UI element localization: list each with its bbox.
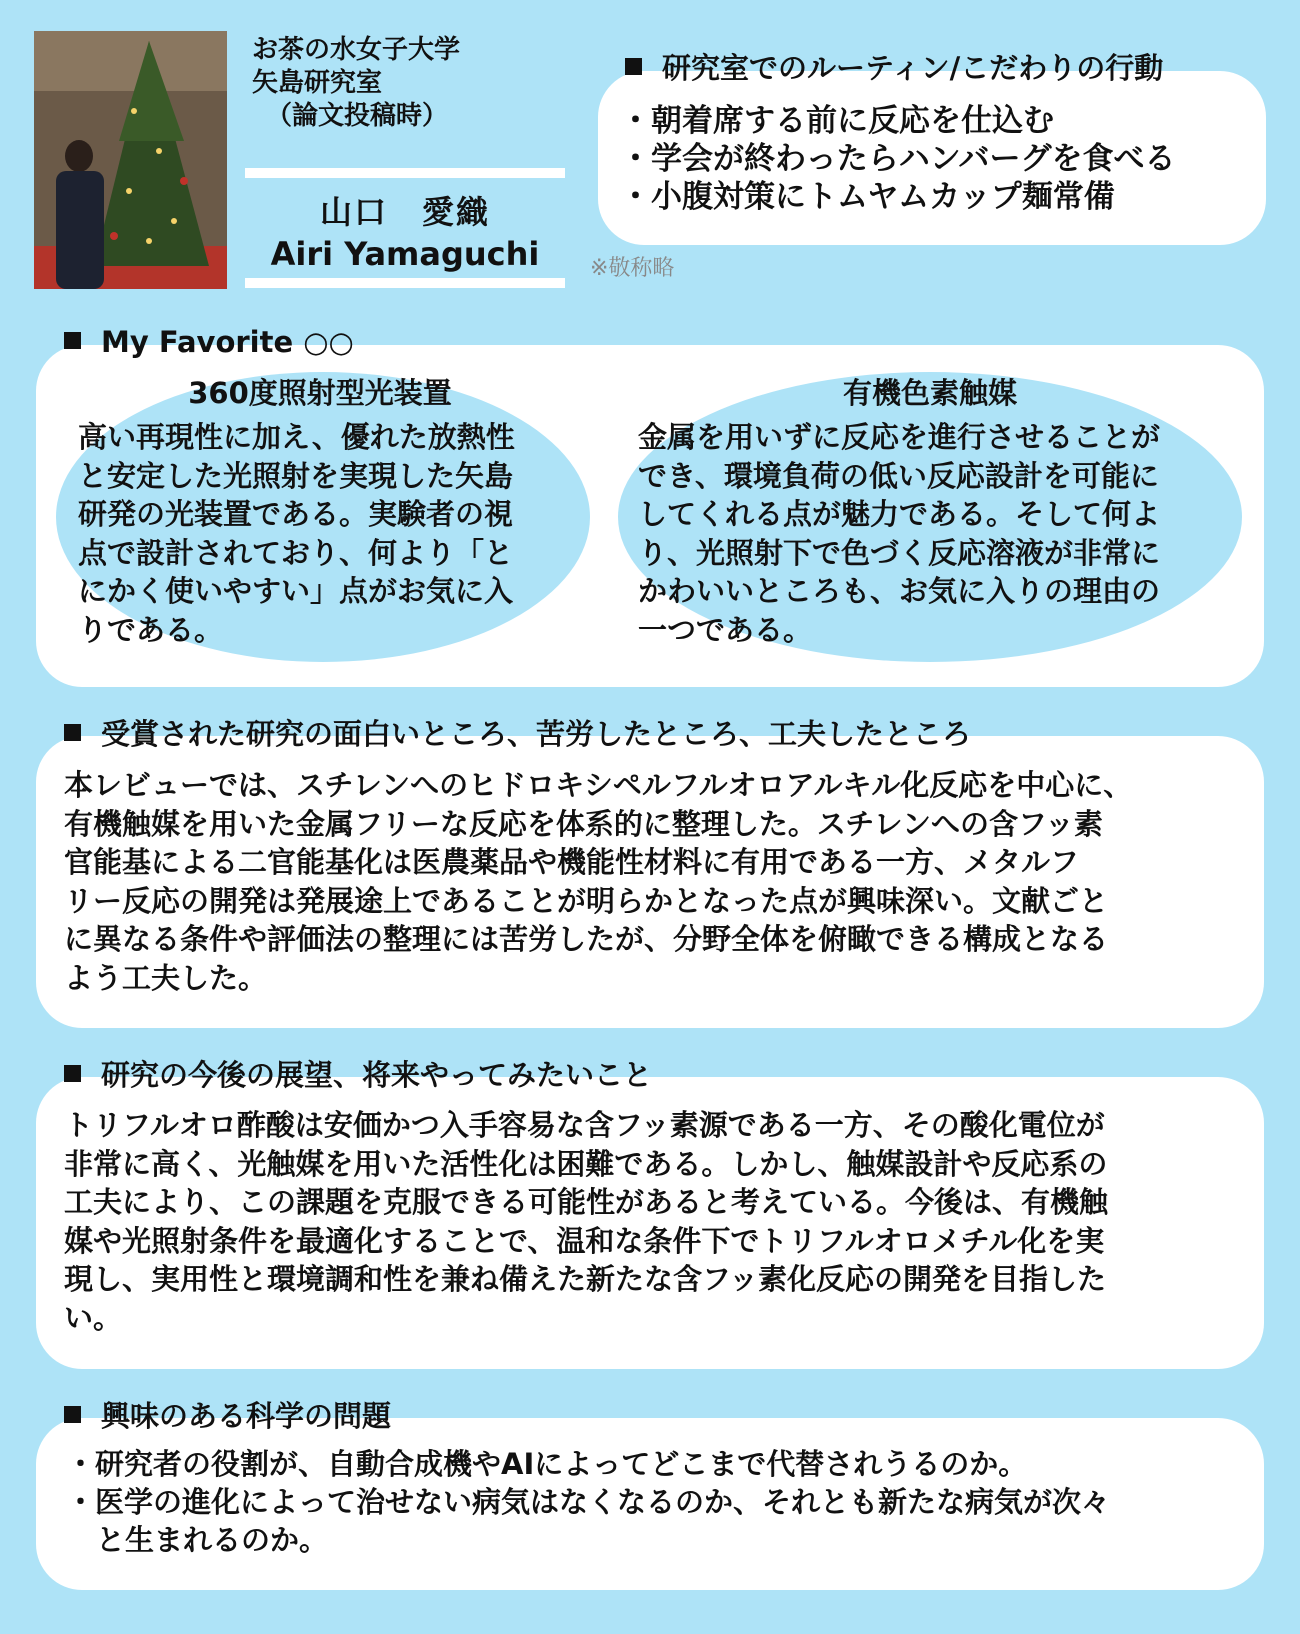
favorite-right-line: 一つである。 (638, 612, 813, 647)
name-japanese: 山口 愛織 (319, 193, 490, 231)
favorite-left-line: にかく使いやすい」点がお気に入 (78, 574, 514, 608)
favorite-right-line: り、光照射下で色づく反応溶液が非常に (638, 535, 1161, 570)
future-line: 現し、実用性と環境調和性を兼ね備えた新たな含フッ素化反応の開発を目指した (64, 1262, 1106, 1296)
favorite-left-line: りである。 (78, 612, 224, 647)
favorite-title: My Favorite ○○ (101, 325, 354, 359)
award-line: 有機触媒を用いた金属フリーな反応を体系的に整理した。スチレンへの含フッ素 (64, 806, 1103, 841)
future-body (64, 1106, 1108, 1337)
award-title: 受賞された研究の面白いところ、苦労したところ、工夫したところ (101, 717, 972, 751)
affiliation-period: （論文投稿時） (266, 101, 449, 131)
favorite-right-line: かわいいところも、お気に入りの理由の (638, 574, 1161, 608)
routine-item: ・小腹対策にトムヤムカップ麺常備 (620, 179, 1115, 215)
science-list (66, 1445, 1110, 1559)
affiliation (252, 34, 460, 133)
future-line: い。 (64, 1300, 123, 1335)
routine-item: ・学会が終わったらハンバーグを食べる (620, 141, 1176, 177)
favorite-left-line: 高い再現性に加え、優れた放熱性 (78, 420, 515, 454)
award-line: 本レビューでは、スチレンへのヒドロキシペルフルオロアルキル化反応を中心に、 (64, 768, 1133, 802)
favorite-left-line: 研発の光装置である。実験者の視 (78, 497, 514, 531)
name-english: Airi Yamaguchi (270, 235, 540, 273)
name-divider-top (245, 168, 565, 178)
routine-list (620, 102, 1176, 216)
science-item: ・医学の進化によって治せない病気はなくなるのか、それとも新たな病気が次々 (66, 1485, 1111, 1519)
favorite-right-line: 金属を用いずに反応を進行させることが (638, 420, 1161, 454)
profile-photo (34, 31, 227, 289)
favorite-right-body (638, 418, 1160, 649)
science-item-continuation: と生まれるのか。 (96, 1523, 329, 1557)
science-title: 興味のある科学の問題 (101, 1399, 392, 1433)
future-heading (64, 1057, 652, 1093)
award-line: リー反応の開発は発展途上であることが明らかとなった点が興味深い。文献ごと (64, 883, 1109, 918)
favorite-heading (64, 324, 354, 360)
routine-heading (625, 50, 1163, 86)
favorite-left-line: と安定した光照射を実現した矢島 (78, 458, 514, 493)
award-heading (64, 716, 971, 752)
award-line: に異なる条件や評価法の整理には苦労したが、分野全体を俯瞰できる構成となる (64, 922, 1109, 956)
favorite-right-line: でき、環境負荷の低い反応設計を可能に (638, 458, 1159, 493)
heading-square-icon (64, 724, 81, 741)
favorite-left-line: 点で設計されており、何より「と (78, 535, 514, 570)
science-heading (64, 1398, 391, 1434)
award-body (64, 766, 1132, 997)
heading-square-icon (625, 58, 642, 75)
favorite-left-body (78, 418, 515, 649)
future-line: 工夫により、この課題を克服できる可能性があると考えている。今後は、有機触 (64, 1185, 1109, 1219)
routine-item: ・朝着席する前に反応を仕込む (620, 103, 1054, 139)
name-divider-bottom (245, 278, 565, 288)
future-title: 研究の今後の展望、将来やってみたいこと (101, 1058, 653, 1092)
honorific-note: ※敬称略 (590, 256, 675, 281)
routine-title: 研究室でのルーティン/こだわりの行動 (662, 51, 1164, 85)
heading-square-icon (64, 1406, 81, 1423)
science-item: ・研究者の役割が、自動合成機やAIによってどこまで代替されうるのか。 (66, 1447, 1028, 1481)
future-line: トリフルオロ酢酸は安価かつ入手容易な含フッ素源である一方、その酸化電位が (64, 1108, 1105, 1142)
favorite-left-title: 360度照射型光装置 (188, 376, 452, 410)
lab-name: 矢島研究室 (252, 68, 383, 98)
favorite-right-title: 有機色素触媒 (842, 376, 1017, 410)
award-line: よう工夫した。 (64, 960, 268, 995)
favorite-right-line: してくれる点が魅力である。そして何よ (638, 497, 1161, 531)
heading-square-icon (64, 332, 81, 349)
heading-square-icon (64, 1065, 81, 1082)
future-line: 非常に高く、光触媒を用いた活性化は困難である。しかし、触媒設計や反応系の (64, 1146, 1108, 1181)
future-line: 媒や光照射条件を最適化することで、温和な条件下でトリフルオロメチル化を実 (64, 1223, 1105, 1258)
award-line: 官能基による二官能基化は医農薬品や機能性材料に有用である一方、メタルフ (64, 845, 1080, 879)
university-name: お茶の水女子大学 (252, 35, 461, 65)
